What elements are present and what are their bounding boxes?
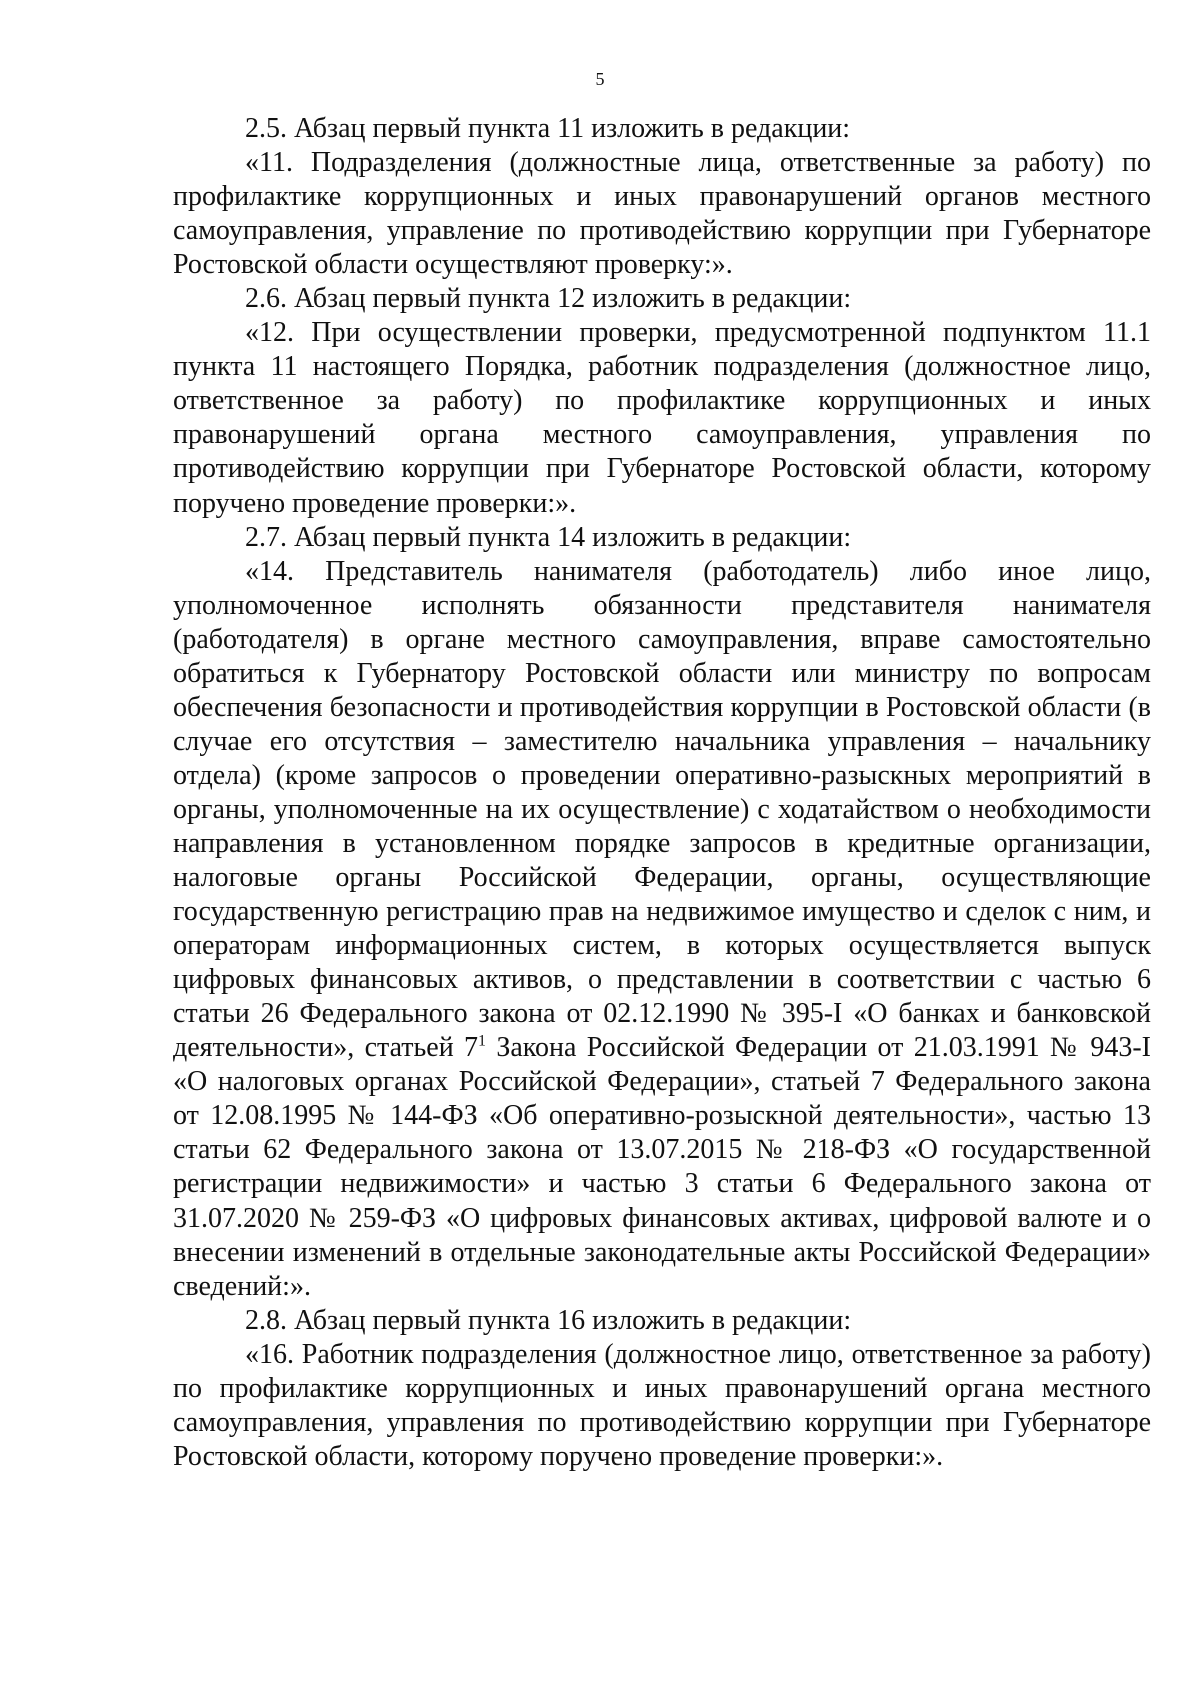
paragraph-12-text: «12. При осуществлении проверки, предусмотренной подпунктом 11.1 пункта 11 настоящего Порядка, работник подразделения (должностное лицо, ответственное за работу) по профилактике коррупционных и иных правонарушений органа местного самоуправления, управления по противодействию коррупции при Губернаторе Ростовской области, которому поручено проведение проверки:». (173, 317, 1151, 519)
paragraph-2-6: 2.6. Абзац первый пункта 12 изложить в редакции: (245, 283, 852, 315)
paragraph-14-part-2: Закона Российской Федерации от 21.03.1991 № 943-I «О налоговых органах Российской Федерации», статьей 7 Федерального закона от 12.08.1995 № 144-ФЗ «Об оперативно-розыскной деятельности», частью 13 статьи 62 Федерального закона от 13.07.2015 № 218-ФЗ «О государственной регистрации недвижимости» и частью 3 статьи 6 Федерального закона от 31.07.2020 № 259-ФЗ «О цифровых финансовых активах, цифровой валюте и о внесении изменений в отдельные законодательные акты Российской Федерации» сведений:». (173, 1032, 1151, 1302)
paragraph-11-text: «11. Подразделения (должностные лица, ответственные за работу) по профилактике коррупционных и иных правонарушений органов местного самоуправления, управление по противодействию коррупции при Губернаторе Ростовской области осуществляют проверку:». (173, 147, 1151, 281)
document-body (173, 112, 1151, 1474)
page-number: 5 (595, 69, 605, 89)
paragraph-16-text: «16. Работник подразделения (должностное лицо, ответственное за работу) по профилактике коррупционных и иных правонарушений органа местного самоуправления, управления по противодействию коррупции при Губернаторе Ростовской области, которому поручено проведение проверки:». (173, 1338, 1151, 1472)
paragraph-14-part-1: «14. Представитель нанимателя (работодатель) либо иное лицо, уполномоченное исполнять обязанности представителя нанимателя (работодателя) в органе местного самоуправления, вправе самостоятельно обратиться к Губернатору Ростовской области или министру по вопросам обеспечения безопасности и противодействия коррупции в Ростовской области (в случае его отсутствия – заместителю начальника управления – начальнику отдела) (кроме запросов о проведении оперативно-разыскных мероприятий в органы, уполномоченные на их осуществление) с ходатайством о необходимости направления в установленном порядке запросов в кредитные организации, налоговые органы Российской Федерации, органы, осуществляющие государственную регистрацию прав на недвижимое имущество и сделок с ним, и операторам информационных систем, в которых осуществляется выпуск цифровых финансовых активов, о представлении в соответствии с частью 6 статьи 26 Федерального закона от 02.12.1990 № 395-I «О банках и банковской деятельности», статьей 7 (173, 555, 1151, 1064)
paragraph-2-7: 2.7. Абзац первый пункта 14 изложить в редакции: (245, 521, 852, 553)
paragraph-14-text (173, 555, 1151, 1304)
paragraph-2-8: 2.8. Абзац первый пункта 16 изложить в редакции: (245, 1304, 852, 1336)
paragraph-2-5: 2.5. Абзац первый пункта 11 изложить в редакции: (245, 113, 851, 144)
superscript-1: 1 (478, 1032, 487, 1050)
